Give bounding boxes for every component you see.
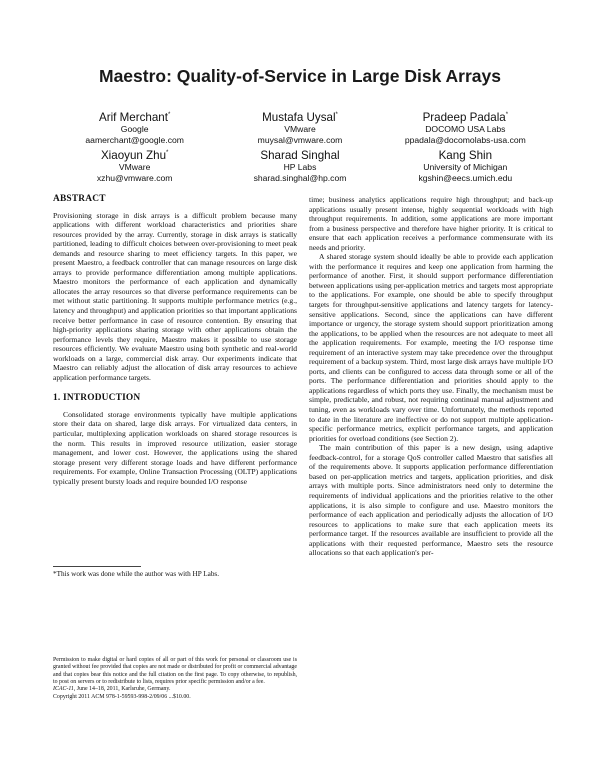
author [217,111,382,145]
author-affiliation: University of Michigan [423,162,508,172]
copyright-line: Copyright 2011 ACM 978-1-59593-998-2/09/06 ...$10.00. [53,693,191,700]
abstract-heading: ABSTRACT [53,194,106,204]
right-column [309,195,553,558]
paper-title: Maestro: Quality-of-Service in Large Disk Arrays [99,66,501,86]
author-email: xzhu@vmware.com [96,172,173,183]
conference-venue: June 14–18, 2011, Karlsruhe, Germany. [75,686,171,693]
author [52,149,217,183]
author-affiliation: Google [120,124,149,134]
permission-text: Permission to make digital or hard copies of all or part of this work for personal or classroom use is granted without fee provided that copies are not made or distributed for profit or commercial advantage and that copies bear this notice and the full citation on the first page. To copy otherwise, to republish, to post on servers or to redistribute to lists, requires prior specific permission and/or a fee. [53,657,297,686]
author [217,149,382,183]
permission-block [53,657,297,701]
footnote: *This work was done while the author was with HP Labs. [53,570,220,578]
author-email: muysal@vmware.com [257,134,343,145]
author-name: Arif Merchant [99,111,168,124]
introduction-text: Consolidated storage environments typically have multiple applications store their data on shared, large disk arrays. For virtualized data centers, in particular, multiplexing application workloads on shared storage resources is the norm. This results in improved resource utilization, easier storage management, and lower cost. However, the applications using the shared storage present very different storage loads and have different performance requirements. For example, Online Transaction Processing (OLTP) applications typically present bursty loads and require bounded I/O response [53,409,297,486]
body-paragraph: time; business analytics applications require high throughput; and back-up applications usually present intense, highly sequential workloads with high throughput requirements. In addition, some applications are more important from a business perspective and therefore have higher priority. It is critical to ensure that each application receives a performance commensurate with its needs and priority. [309,195,553,252]
abstract-text: Provisioning storage in disk arrays is a difficult problem because many applications with different workload characteristics and priorities share resources provided by the array. Currently, storage in disk arrays is statically partitioned, leading to difficult choices between over-provisioning to meet peak demands and resource sharing to meet efficiency targets. In this paper, we present Maestro, a feedback controller that can manage resources on large disk arrays to provide performance differentiation among multiple applications. Maestro monitors the performance of each application and dynamically allocates the array resources so that diverse performance requirements can be met without static partitioning. It supports multiple performance metrics (e.g., latency and throughput) and application priorities so that important applications receive better performance in case of resource contention. By ensuring that high-priority applications sharing storage with other applications obtain the performance levels they require, Maestro makes it possible to use storage resources efficiently. We evaluate Maestro using both synthetic and real-world workloads on a large, commercial disk array. Our experiments indicate that Maestro can reliably adjust the allocation of disk array resources to achieve application performance targets. [53,210,297,382]
author-email: sharad.singhal@hp.com [253,172,347,183]
introduction-heading: 1. INTRODUCTION [53,393,141,404]
author-affiliation: HP Labs [283,162,317,172]
left-column [53,195,297,486]
author-email: ppadala@docomolabs-usa.com [404,134,526,145]
author-footnote-mark: * [167,112,171,119]
body-paragraph: A shared storage system should ideally be able to provide each application with the performance it requires and keep one application from harming the performance of another. First, it should support performance differentiation between applications using per-application metrics and targets most appropriate to the applications. For example, one should be able to specify throughput targets for throughput-sensitive applications and latency targets for latency-sensitive applications. Second, since the applications can have different importance or urgency, the storage system should support prioritization among the applications, to be applied when the resources are not adequate to meet all the application requirements. For example, meeting the I/O response time requirement of an interactive system may take precedence over the throughput requirement of a backup system. Third, most large disk arrays have multiple I/O ports, and clients can be configured to access data through some or all of the ports. The performance differentiation and priorities should apply to the applications regardless of which ports they use. Finally, the mechanism must be simple, predictable, and robust, not requiring continual manual adjustment and tuning, even as workloads vary over time. Unfortunately, the methods reported to date in the literature are ineffective or do not support multiple application-specific performance metrics, explicit performance targets, and application priorities for overload conditions (see Section 2). [309,252,553,443]
author-email: aamerchant@google.com [85,134,184,145]
author [383,111,548,145]
author-name: Kang Shin [438,149,493,162]
author-name: Pradeep Padala [422,111,506,124]
author-block [52,111,548,183]
author-affiliation: VMware [284,124,316,134]
author-footnote-mark: * [335,112,338,119]
author-email: kgshin@eecs.umich.edu [418,172,513,183]
author [52,111,217,145]
author-name: Sharad Singhal [260,149,340,162]
author-footnote-mark: * [505,112,509,119]
body-paragraph: The main contribution of this paper is a new design, using adaptive feedback-control, for a storage QoS controller called Maestro that satisfies all of the requirements above. It supports application performance differentiation based on per-application metrics and targets, application priorities, and disk arrays with multiple ports. Since administrators need only to determine the requirements of individual applications and the priorities relative to the other applications, it is also simple to configure and use. Maestro monitors the performance of each application and periodically adjusts the allocation of I/O resources to applications to make sure that each application meets its performance target. If the resources available are insufficient to provide all the applications with their requested performance, Maestro sets the resource allocations so that each application's per- [309,443,553,558]
author-affiliation: VMware [118,162,151,172]
author [383,149,548,183]
author-name: Xiaoyun Zhu [100,149,167,162]
conference-name: ICAC-11, [53,686,76,693]
footnote-rule [53,566,141,567]
author-affiliation: DOCOMO USA Labs [425,124,506,134]
author-footnote-mark: * [166,150,169,157]
author-name: Mustafa Uysal [262,111,336,124]
